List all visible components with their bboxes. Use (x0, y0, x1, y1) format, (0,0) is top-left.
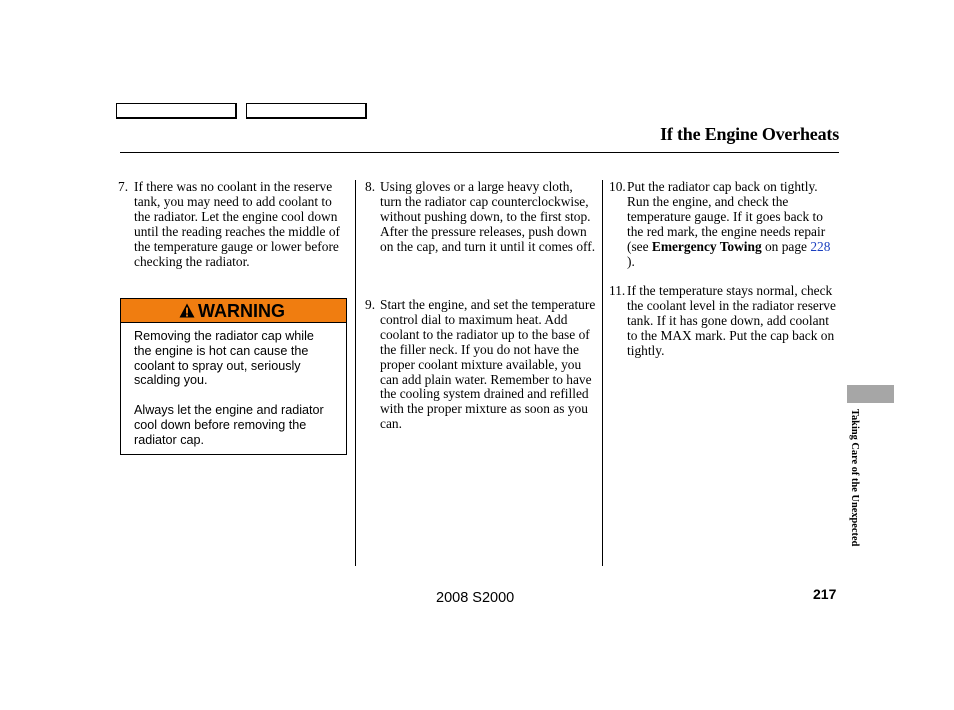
column-divider (602, 180, 603, 566)
page-number: 217 (813, 586, 837, 602)
step-text-part: Put the radiator cap back on tightly. Run the engine, and check the temperature gauge. If it goes back to the red mark, the engine needs repair (see (627, 179, 826, 254)
title-divider (120, 152, 839, 153)
step-number: 10. (609, 179, 626, 194)
step-number: 8. (365, 179, 376, 194)
page-link[interactable]: 228 (810, 238, 831, 254)
step-text-part: ). (627, 253, 635, 269)
step-text: If there was no coolant in the reserve tank, you may need to add coolant to the radiator. Let the engine cool down until the reading reaches the middle of the temperature gauge or lower before checking the radiator. (134, 179, 340, 269)
warning-body (134, 329, 334, 462)
step-text (627, 180, 841, 269)
page-title: If the Engine Overheats (660, 124, 839, 144)
nav-back-button[interactable] (116, 103, 237, 119)
warning-box (120, 298, 347, 455)
footer-model: 2008 S2000 (436, 590, 515, 606)
warning-header (121, 299, 346, 323)
section-label: Taking Care of the Unexpected (849, 409, 860, 547)
step-text: Start the engine, and set the temperature control dial to maximum heat. Add coolant to the radiator up to the base of the filler neck. If you do not have the proper coolant mixture available, you can add plain water. Remember to have the cooling system drained and refilled with the proper mixture as soon as you can. (380, 297, 596, 432)
step-text: If the temperature stays normal, check the coolant level in the radiator reserve tank. If it has gone down, add coolant to the MAX mark. Put the cap back on tightly. (627, 283, 836, 358)
section-tab[interactable] (847, 385, 894, 403)
cross-reference-title: Emergency Towing (651, 238, 762, 254)
warning-title: WARNING (198, 301, 285, 321)
step-text: Using gloves or a large heavy cloth, turn the radiator cap counterclockwise, without pushing down, to the first stop. After the pressure releases, push down on the cap, and turn it until it comes off. (380, 179, 596, 254)
column-divider (355, 180, 356, 566)
step-text-part: on page (761, 238, 811, 254)
warning-paragraph: Always let the engine and radiator cool down before removing the radiator cap. (134, 402, 324, 447)
warning-triangle-icon (179, 303, 195, 318)
nav-forward-button[interactable] (246, 103, 367, 119)
warning-paragraph: Removing the radiator cap while the engine is hot can cause the coolant to spray out, seriously scalding you. (134, 329, 314, 388)
step-number: 9. (365, 297, 376, 312)
step-number: 11. (609, 283, 626, 298)
step-number: 7. (118, 179, 129, 194)
